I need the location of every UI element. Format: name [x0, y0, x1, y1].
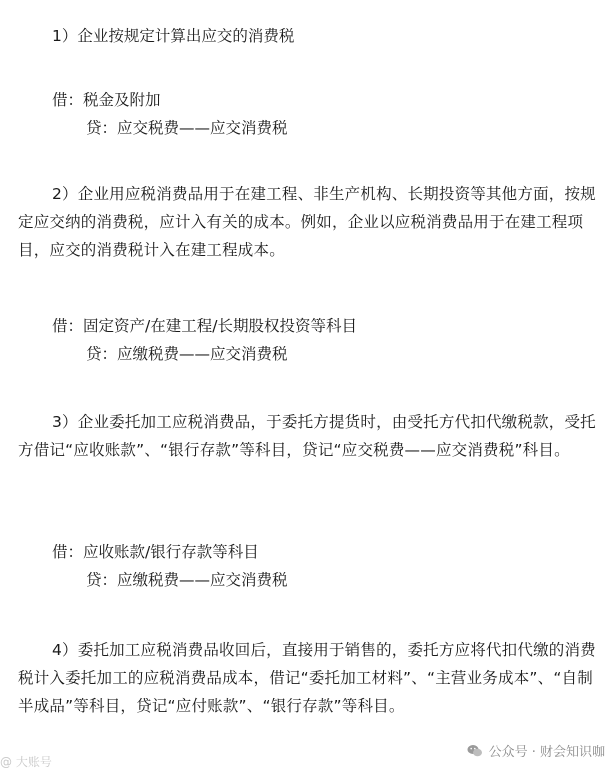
- wechat-icon: [467, 744, 483, 758]
- section-4-intro: 4）委托加工应税消费品收回后，直接用于销售的，委托方应将代扣代缴的消费税计入委托加工的应税消费品成本，借记“委托加工材料”、“主营业务成本”、“自制半成品”等科目，贷记“应付账款”、“银行存款”等科目。: [18, 641, 596, 715]
- section-3-entry: [18, 538, 608, 594]
- section-2-entry: [18, 312, 608, 368]
- section-2-credit: 贷：应缴税费——应交消费税: [86, 345, 288, 363]
- account-watermark: [467, 741, 605, 760]
- section-1-credit: 贷：应交税费——应交消费税: [86, 119, 288, 137]
- section-1-entry: [18, 86, 608, 142]
- section-3-credit: 贷：应缴税费——应交消费税: [86, 571, 288, 589]
- section-2-debit: 借：固定资产/在建工程/长期股权投资等科目: [52, 317, 357, 335]
- section-1-intro: 1）企业按规定计算出应交的消费税: [52, 27, 295, 45]
- watermark-text: 公众号 · 财会知识咖: [488, 745, 605, 760]
- section-1-debit: 借：税金及附加: [52, 91, 161, 109]
- corner-watermark: @ 大账号: [0, 755, 52, 769]
- section-2-intro: 2）企业用应税消费品用于在建工程、非生产机构、长期投资等其他方面，按规定应交纳的消费税，应计入有关的成本。例如，企业以应税消费品用于在建工程项目，应交的消费税计入在建工程成本。: [18, 185, 596, 259]
- section-1: [18, 22, 608, 50]
- section-3-intro: 3）企业委托加工应税消费品，于委托方提货时，由受托方代扣代缴税款，受托方借记“应收账款”、“银行存款”等科目，贷记“应交税费——应交消费税”科目。: [18, 413, 596, 459]
- section-3-debit: 借：应收账款/银行存款等科目: [52, 543, 259, 561]
